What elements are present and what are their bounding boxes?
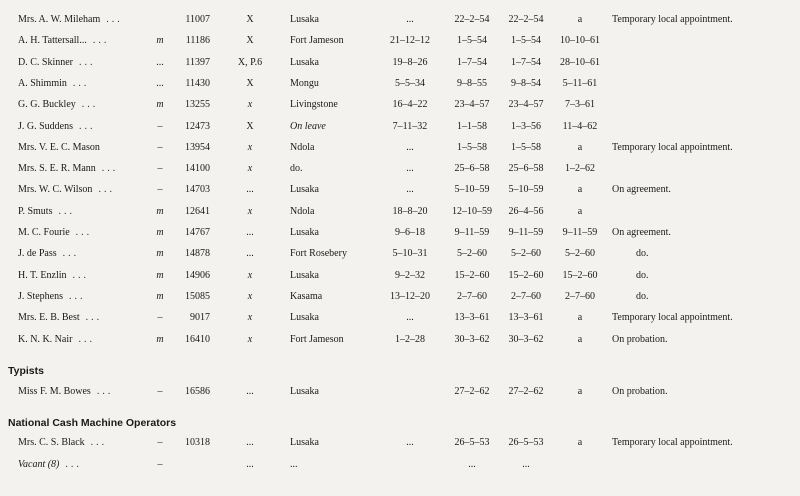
present-appointment-date: ...: [522, 459, 530, 470]
station: Lusaka: [290, 227, 319, 238]
station: On leave: [290, 120, 326, 132]
confirmation-date: 9–11–59: [562, 227, 598, 238]
first-appointment-date: 12–10–59: [452, 205, 492, 217]
station: Kasama: [290, 290, 323, 302]
file-number: 14703: [185, 184, 210, 196]
status-mark: x: [247, 163, 253, 175]
date-of-birth: 5–10–31: [392, 248, 428, 260]
remarks: On agreement.: [612, 184, 671, 196]
staff-row: [0, 202, 800, 222]
marital-status: m: [156, 205, 164, 217]
first-appointment-date: 1–1–58: [457, 120, 487, 132]
marital-status: m: [156, 290, 164, 302]
date-of-birth: 16–4–22: [392, 99, 428, 111]
remarks: do.: [636, 248, 649, 260]
file-number: 11186: [185, 35, 210, 47]
status-mark: ...: [246, 248, 254, 260]
confirmation-date: 5–11–61: [562, 77, 598, 89]
marital-status: ...: [156, 56, 164, 68]
staff-row: [0, 223, 800, 243]
present-appointment-date: 22–2–54: [508, 14, 544, 25]
date-of-birth: 13–12–20: [390, 290, 430, 302]
file-number: 12641: [185, 205, 210, 217]
file-number: 11397: [185, 56, 210, 68]
first-appointment-date: 1–7–54: [457, 56, 487, 68]
leader-dots: ...: [79, 56, 96, 68]
first-appointment-date: 1–5–54: [457, 35, 487, 47]
status-mark: x: [247, 269, 253, 281]
file-number: 16586: [185, 386, 210, 397]
remarks: On probation.: [612, 333, 668, 345]
confirmation-date: 5–2–60: [565, 248, 595, 260]
present-appointment-date: 9–8–54: [511, 77, 541, 89]
confirmation-date: a: [577, 312, 583, 324]
file-number: 9017: [190, 312, 210, 324]
station: Lusaka: [290, 312, 319, 324]
marital-status: –: [157, 163, 163, 175]
officer-name: M. C. Fourie: [18, 227, 70, 238]
officer-name: Mrs. A. W. Mileham: [18, 14, 101, 25]
leader-dots: ...: [72, 77, 90, 89]
staff-row: [0, 308, 800, 328]
confirmation-date: 10–10–61: [560, 35, 600, 47]
staff-row: [0, 382, 800, 402]
marital-status: –: [157, 312, 163, 324]
confirmation-date: a: [577, 205, 583, 217]
file-number: 14878: [185, 248, 210, 260]
present-appointment-date: 15–2–60: [508, 269, 544, 281]
first-appointment-date: 9–8–55: [457, 77, 487, 89]
date-of-birth: 19–8–26: [392, 56, 428, 68]
confirmation-date: a: [577, 386, 583, 397]
date-of-birth: 1–2–28: [395, 333, 425, 345]
file-number: 11430: [185, 77, 210, 89]
first-appointment-date: 2–7–60: [457, 290, 487, 302]
leader-dots: ...: [72, 269, 90, 281]
leader-dots: ...: [85, 312, 103, 324]
marital-status: m: [156, 269, 164, 281]
leader-dots: ...: [62, 248, 80, 260]
officer-name: D. C. Skinner: [18, 56, 73, 68]
marital-status: –: [157, 459, 163, 470]
first-appointment-date: 13–3–61: [454, 312, 490, 324]
leader-dots: ...: [75, 227, 93, 238]
staff-row: [0, 10, 800, 30]
first-appointment-date: 1–5–58: [457, 141, 487, 153]
confirmation-date: a: [577, 184, 583, 196]
confirmation-date: a: [577, 14, 583, 25]
staff-row: [0, 433, 800, 453]
station: Mongu: [290, 77, 319, 89]
leader-dots: ...: [79, 120, 96, 132]
remarks: Temporary local appointment.: [612, 437, 733, 448]
staff-row: [0, 455, 800, 475]
present-appointment-date: 1–5–54: [511, 35, 541, 47]
section-heading-typists: Typists: [8, 365, 44, 377]
remarks: Temporary local appointment.: [612, 312, 733, 324]
present-appointment-date: 13–3–61: [508, 312, 544, 324]
marital-status: m: [156, 99, 164, 111]
leader-dots: ...: [96, 386, 114, 397]
date-of-birth: 5–5–34: [395, 77, 425, 89]
officer-name: Mrs. E. B. Best: [18, 312, 80, 324]
date-of-birth: ...: [406, 163, 414, 175]
present-appointment-date: 5–2–60: [511, 248, 541, 260]
present-appointment-date: 26–5–53: [508, 437, 544, 448]
station: Fort Jameson: [290, 333, 344, 345]
status-mark: X: [246, 35, 254, 47]
marital-status: m: [156, 35, 164, 47]
staff-row: [0, 180, 800, 200]
status-mark: X: [246, 120, 254, 132]
first-appointment-date: 15–2–60: [454, 269, 490, 281]
station: Lusaka: [290, 184, 319, 196]
status-mark: X, P.6: [237, 56, 263, 68]
officer-name: H. T. Enzlin: [18, 269, 67, 281]
confirmation-date: 15–2–60: [562, 269, 598, 281]
first-appointment-date: 22–2–54: [454, 14, 490, 25]
leader-dots: ...: [65, 459, 82, 470]
staff-row: [0, 31, 800, 51]
date-of-birth: 7–11–32: [392, 120, 428, 132]
station: Livingstone: [290, 99, 338, 111]
file-number: 16410: [185, 333, 210, 345]
date-of-birth: ...: [406, 141, 414, 153]
date-of-birth: ...: [406, 14, 414, 25]
file-number: 13954: [185, 141, 210, 153]
status-mark: x: [247, 205, 253, 217]
first-appointment-date: 30–3–62: [454, 333, 490, 345]
marital-status: ...: [156, 77, 164, 89]
officer-name: Mrs. W. C. Wilson: [18, 184, 93, 196]
marital-status: –: [157, 120, 163, 132]
confirmation-date: 2–7–60: [565, 290, 595, 302]
first-appointment-date: 25–6–58: [454, 163, 490, 175]
staff-row: [0, 287, 800, 307]
file-number: 11007: [185, 14, 210, 25]
staff-row: [0, 53, 800, 73]
section-heading-ncm-operators: National Cash Machine Operators: [8, 417, 177, 429]
officer-name-cell: [18, 455, 196, 475]
station: ...: [290, 459, 298, 470]
staff-row: [0, 330, 800, 350]
file-number: 14767: [185, 227, 210, 238]
first-appointment-date: 5–2–60: [457, 248, 487, 260]
leader-dots: ...: [98, 184, 115, 196]
station: Fort Jameson: [290, 35, 344, 47]
station: Ndola: [290, 205, 315, 217]
present-appointment-date: 1–5–58: [511, 141, 541, 153]
staff-row: [0, 95, 800, 115]
status-mark: x: [247, 99, 253, 111]
present-appointment-date: 23–4–57: [508, 99, 544, 111]
officer-name: J. de Pass: [18, 248, 57, 260]
station: Lusaka: [290, 386, 319, 397]
remarks: do.: [636, 290, 649, 302]
present-appointment-date: 26–4–56: [508, 205, 544, 217]
file-number: 13255: [185, 99, 210, 111]
leader-dots: ...: [90, 437, 108, 448]
date-of-birth: 9–6–18: [395, 227, 425, 238]
station: Lusaka: [290, 437, 319, 448]
staff-row: [0, 159, 800, 179]
leader-dots: ...: [106, 14, 123, 25]
date-of-birth: 9–2–32: [395, 269, 425, 281]
status-mark: x: [247, 290, 253, 302]
first-appointment-date: ...: [468, 459, 476, 470]
leader-dots: ...: [69, 290, 86, 302]
status-mark: ...: [246, 459, 254, 470]
station: do.: [290, 163, 303, 175]
first-appointment-date: 27–2–62: [454, 386, 490, 397]
confirmation-date: a: [577, 141, 583, 153]
officer-name: J. G. Suddens: [18, 120, 74, 132]
date-of-birth: ...: [406, 312, 414, 324]
file-number: 12473: [185, 120, 210, 132]
present-appointment-date: 9–11–59: [508, 227, 544, 238]
present-appointment-date: 25–6–58: [508, 163, 544, 175]
remarks: On agreement.: [612, 227, 671, 238]
confirmation-date: a: [577, 333, 583, 345]
leader-dots: ...: [81, 99, 99, 111]
file-number: 10318: [185, 437, 210, 448]
staff-row: [0, 244, 800, 264]
status-mark: X: [246, 14, 254, 25]
officer-name: J. Stephens: [18, 290, 63, 302]
marital-status: –: [157, 386, 163, 397]
marital-status: –: [157, 184, 163, 196]
file-number: 14906: [185, 269, 210, 281]
status-mark: ...: [246, 386, 254, 397]
present-appointment-date: 5–10–59: [508, 184, 544, 196]
confirmation-date: a: [577, 437, 583, 448]
first-appointment-date: 26–5–53: [454, 437, 490, 448]
officer-name: Vacant (8): [18, 459, 60, 470]
present-appointment-date: 2–7–60: [511, 290, 541, 302]
marital-status: m: [156, 248, 164, 260]
station: Ndola: [290, 141, 315, 153]
leader-dots: ...: [58, 205, 75, 217]
present-appointment-date: 27–2–62: [508, 386, 544, 397]
leader-dots: ...: [92, 35, 110, 47]
file-number: 15085: [185, 290, 210, 302]
officer-name: Mrs. V. E. C. Mason: [18, 141, 100, 153]
present-appointment-date: 1–3–56: [511, 120, 541, 132]
confirmation-date: 1–2–62: [565, 163, 595, 175]
present-appointment-date: 30–3–62: [508, 333, 544, 345]
confirmation-date: 28–10–61: [560, 56, 600, 68]
staff-row: [0, 74, 800, 94]
marital-status: m: [156, 227, 164, 238]
first-appointment-date: 9–11–59: [454, 227, 490, 238]
first-appointment-date: 5–10–59: [454, 184, 490, 196]
status-mark: x: [247, 141, 253, 153]
remarks: do.: [636, 269, 649, 281]
officer-name: Mrs. S. E. R. Mann: [18, 163, 96, 175]
officer-name: Mrs. C. S. Black: [18, 437, 85, 448]
status-mark: ...: [246, 227, 254, 238]
remarks: Temporary local appointment.: [612, 14, 733, 25]
date-of-birth: ...: [406, 437, 414, 448]
officer-name: K. N. K. Nair: [18, 333, 73, 345]
date-of-birth: 21–12–12: [390, 35, 430, 47]
officer-name: P. Smuts: [18, 205, 53, 217]
confirmation-date: 11–4–62: [562, 120, 598, 132]
officer-name: G. G. Buckley: [18, 99, 76, 111]
status-mark: ...: [246, 437, 254, 448]
confirmation-date: 7–3–61: [565, 99, 595, 111]
staff-row: [0, 266, 800, 286]
remarks: Temporary local appointment.: [612, 141, 733, 153]
staff-row: [0, 117, 800, 137]
station: Lusaka: [290, 269, 319, 281]
officer-name: Miss F. M. Bowes: [18, 386, 91, 397]
status-mark: x: [247, 333, 253, 345]
staff-row: [0, 138, 800, 158]
leader-dots: ...: [101, 163, 119, 175]
status-mark: X: [246, 77, 254, 89]
file-number: 14100: [185, 163, 210, 175]
officer-name: A. H. Tattersall...: [18, 35, 87, 47]
station: Fort Rosebery: [290, 248, 347, 260]
date-of-birth: 18–8–20: [392, 205, 428, 217]
date-of-birth: ...: [406, 184, 414, 196]
remarks: On probation.: [612, 386, 668, 397]
status-mark: x: [247, 312, 253, 324]
marital-status: –: [157, 437, 163, 448]
first-appointment-date: 23–4–57: [454, 99, 490, 111]
marital-status: –: [157, 141, 163, 153]
marital-status: m: [156, 333, 164, 345]
station: Lusaka: [290, 14, 319, 25]
status-mark: ...: [246, 184, 254, 196]
officer-name: A. Shimmin: [18, 77, 67, 89]
leader-dots: ...: [78, 333, 95, 345]
present-appointment-date: 1–7–54: [511, 56, 541, 68]
station: Lusaka: [290, 56, 319, 68]
